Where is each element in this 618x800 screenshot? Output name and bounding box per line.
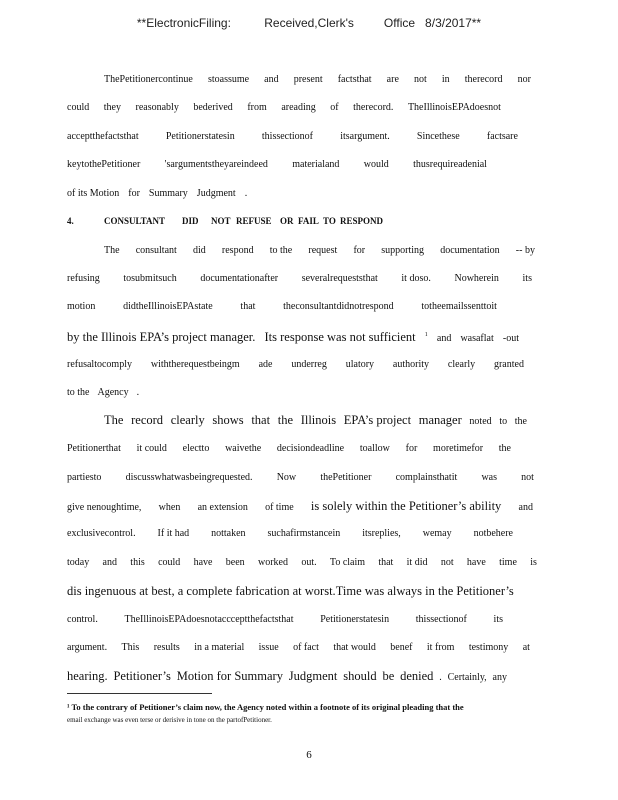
text-line: The consultant did respond to the request for supporting documentation -- by bbox=[104, 245, 535, 256]
footnote-text-continued: email exchange was even terse or derisive in tone on the partofPetitioner. bbox=[67, 716, 272, 724]
text-line: control. TheIllinoisEPAdoesnotaccceptthefactsthat Petitionerstatesin thissectionof its bbox=[67, 614, 503, 625]
text-line: of its Motion for Summary Judgment . bbox=[67, 188, 248, 199]
text-line: by the Illinois EPA’s project manager. Its response was not sufficient $^1$ and wasaflat -out bbox=[67, 328, 519, 346]
text-line: partiesto discusswhatwasbeingrequested. Now thePetitioner complainsthatit was not bbox=[67, 472, 534, 483]
text-line: refusing tosubmitsuch documentationafter severalrequeststhat it doso. Nowherein its bbox=[67, 273, 532, 284]
text-line: exclusivecontrol. If it had nottaken suchafirmstancein itsreplies, wemay notbehere bbox=[67, 528, 513, 539]
footnote-divider bbox=[67, 693, 212, 694]
text-line: argument. This results in a material issue of fact that would benef it from testimony at bbox=[67, 642, 530, 653]
text-line: to the Agency . bbox=[67, 387, 140, 398]
text-line: today and this could have been worked out. To claim that it did not have time is bbox=[67, 557, 537, 568]
section-heading: 4. CONSULTANT DID NOT REFUSE OR FAIL TO RESPOND bbox=[67, 216, 384, 226]
text-line: motion didtheIllinoisEPAstate that theconsultantdidnotrespond totheemailssenttoit bbox=[67, 301, 497, 312]
text-line: Petitionerthat it could electto waivethe decisiondeadline toallow for moretimefor the bbox=[67, 443, 511, 454]
footnote-ref: 1 bbox=[424, 332, 428, 338]
text-line: The record clearly shows that the Illinois EPA’s project manager noted to the bbox=[104, 413, 527, 427]
footnote-text: ¹ To the contrary of Petitioner’s claim now, the Agency noted within a footnote of its original pleading that the bbox=[67, 702, 464, 712]
text-line: acceptthefactsthat Petitionerstatesin thissectionof itsargument. Sincethese factsare bbox=[67, 131, 518, 142]
text-line: hearing. Petitioner’s Motion for Summary Judgment should be denied . Certainly, any bbox=[67, 669, 507, 683]
text-line: refusaltocomply withtherequestbeingm ade underreg ulatory authority clearly granted bbox=[67, 359, 524, 370]
text-line: give nenoughtime, when an extension of time is solely within the Petitioner’s ability and bbox=[67, 499, 533, 513]
electronic-filing-header: **ElectronicFiling: Received,Clerk's Office 8/3/2017** bbox=[136, 16, 482, 30]
text-line: keytothePetitioner 'sargumentstheyareindeed materialand would thusrequireadenial bbox=[67, 159, 487, 170]
text-line: ThePetitionercontinue stoassume and present factsthat are not in therecord nor bbox=[104, 74, 531, 85]
text-line: dis ingenuous at best, a complete fabrication at worst. Time was always in the Petitioner’s bbox=[67, 584, 514, 598]
text-line: could they reasonably bederived from areading of therecord. TheIllinoisEPAdoesnot bbox=[67, 102, 501, 113]
page-number: 6 bbox=[306, 749, 312, 761]
